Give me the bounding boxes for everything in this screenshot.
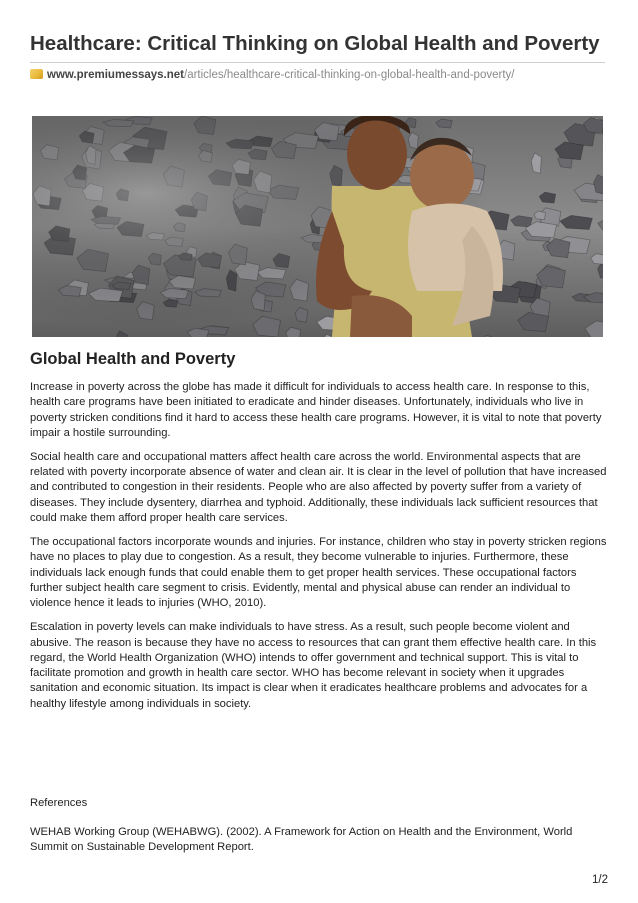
article-body — [30, 380, 610, 721]
hero-photo — [32, 116, 603, 337]
document-icon — [30, 69, 43, 79]
paragraph: The occupational factors incorporate wounds and injuries. For instance, children who stay in poverty stricken regions have no places to play due to congestion. As a result, they become vulnerable to injuries. Furthermore, these individuals lack enough funds that could enable them to get proper health services. These occupational factors further subject health care segment to crisis. Evidently, mental and physical abuse can render an individual to violence hence it leads to injuries (WHO, 2010). — [30, 536, 607, 610]
paragraph: Escalation in poverty levels can make individuals to have stress. As a result, such people become violent and abusive. The reason is because they have no access to resources that can grant them effective health care. In this regard, the World Health Organization (WHO) intends to offer government and technical support. This is vital to facilitate promotion and growth in health care sector. WHO has become relevant in society when it upgrades sanitation and economic situation. Its impact is clear when it eradicates healthcare problems and advocates for a healthy lifestyle among individuals in society. — [30, 621, 597, 710]
reference-item: WEHAB Working Group (WEHABWG). (2002). A Framework for Action on Health and the Environment, World Summit on Sustainable Development Report. — [30, 826, 573, 854]
page-title: Healthcare: Critical Thinking on Global Health and Poverty — [30, 32, 600, 55]
page-number: 1/2 — [592, 874, 608, 886]
source-url[interactable] — [30, 69, 514, 81]
title-divider — [30, 62, 605, 63]
source-domain[interactable]: www.premiumessays.net — [47, 69, 184, 81]
references-heading: References — [30, 797, 88, 809]
paragraph: Social health care and occupational matters affect health care across the world. Environmental aspects that are related with poverty incorporate absence of water and clean air. It is clear in the level of pollution that have increased and contributed to congestion in their residents. People who are also affected by poverty suffer from a variety of diseases. They include dysentery, diarrhea and typhoid. Additionally, these individuals lack sufficient resources that could make them afford proper health care services. — [30, 450, 607, 525]
paragraph: Increase in poverty across the globe has made it difficult for individuals to access health care. In response to this, health care programs have been initiated to eradicate and hinder diseases. Unfortunately, individuals who live in poverty stricken conditions find it hard to access these health care programs. However, it is vital to note that poverty impair a hostile surrounding. — [30, 381, 602, 439]
source-path[interactable]: /articles/healthcare-critical-thinking-on-global-health-and-poverty/ — [184, 69, 515, 81]
section-heading: Global Health and Poverty — [30, 350, 236, 368]
